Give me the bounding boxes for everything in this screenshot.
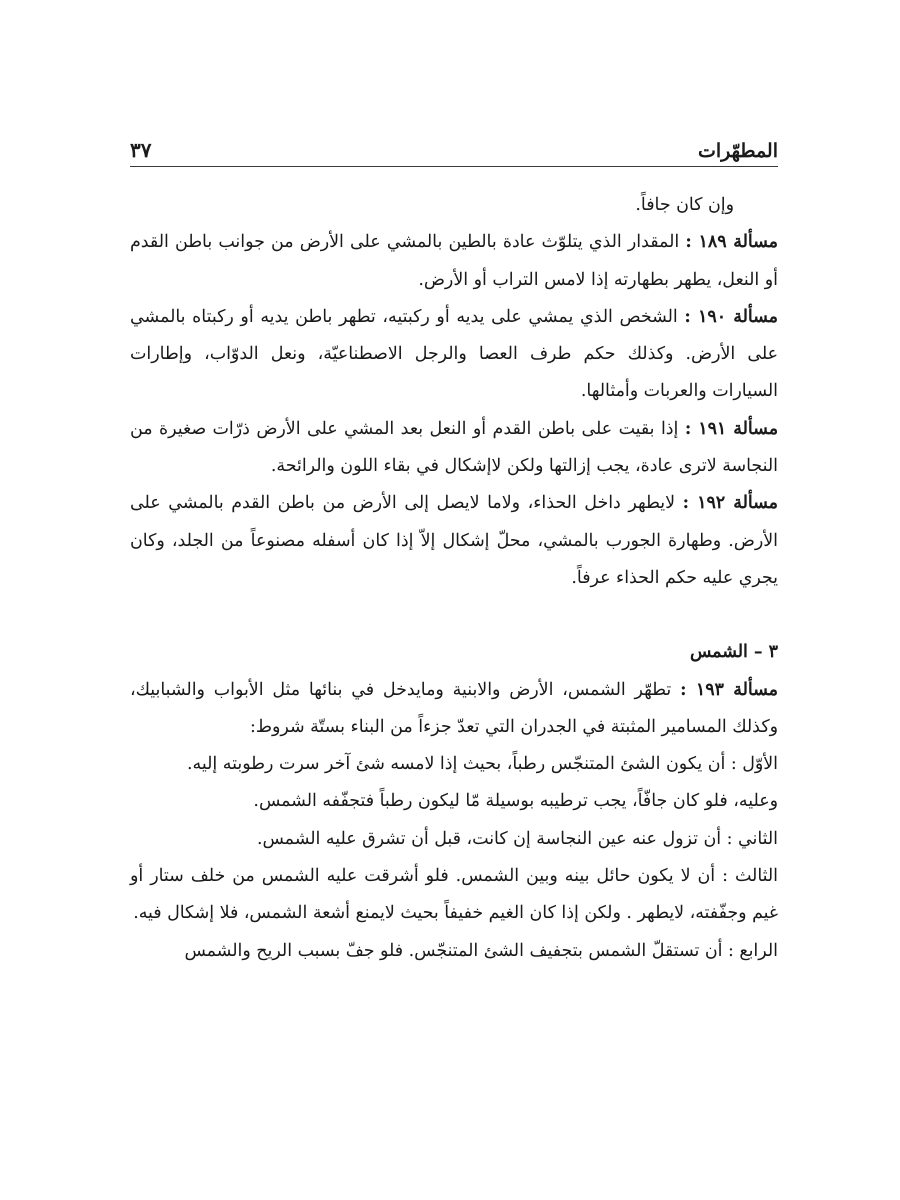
issue-paragraph-192 <box>130 485 778 597</box>
issue-text: الشخص الذي يمشي على يديه أو ركبتيه، تطهر باطن يديه أو ركبتاه بالمشي على الأرض. وكذلك حكم طرف العصا والرجل الاصطناعيّة، ونعل الدوّاب، وإطارات السيارات والعربات وأمثالها. <box>130 306 778 402</box>
page-number: ٣٧ <box>130 138 152 162</box>
continuation-paragraph: وإن كان جافاً. <box>635 195 734 215</box>
section-spacer <box>130 597 778 634</box>
body-text <box>130 187 778 970</box>
issue-number: مسألة ١٩١ : <box>684 418 779 439</box>
issue-paragraph-191 <box>130 411 778 486</box>
issue-text: لايطهر داخل الحذاء، ولاما لايصل إلى الأرض من باطن القدم بالمشي على الأرض. وطهارة الجورب بالمشي، محلّ إشكال إلاّ إذا كان أسفله مصنوعاً من الجلد، وكان يجري عليه حكم الحذاء عرفاً. <box>130 493 778 588</box>
condition-second: الثاني : أن تزول عنه عين النجاسة إن كانت، قبل أن تشرق عليه الشمس. <box>256 828 778 849</box>
issue-paragraph-190 <box>130 299 778 411</box>
issue-text: تطهّر الشمس، الأرض والابنية ومايدخل في بنائها مثل الأبواب والشبابيك، وكذلك المسامير المثبتة في الجدران التي تعدّ جزءاً من البناء بستّة شروط: <box>130 679 778 737</box>
issue-number: مسألة ١٩٠ : <box>684 306 778 327</box>
issue-text: المقدار الذي يتلوّث عادة بالطين بالمشي على الأرض من جوانب باطن القدم أو النعل، يطهر بطهارته إذا لامس التراب أو الأرض. <box>130 232 778 290</box>
chapter-title: المطهّرات <box>697 140 778 162</box>
running-header <box>130 136 778 167</box>
issue-number: مسألة ١٩٢ : <box>682 493 778 514</box>
issue-paragraph-189 <box>130 224 778 299</box>
section-heading: ٣ – الشمس <box>689 642 778 663</box>
condition-first-note: وعليه، فلو كان جافّاً، يجب ترطيبه بوسيلة مّا ليكون رطباً فتجفّفه الشمس. <box>253 791 778 812</box>
issue-number: مسألة ١٩٣ : <box>680 679 779 700</box>
issue-paragraph-193 <box>130 672 778 747</box>
condition-third: الثالث : أن لا يكون حائل بينه وبين الشمس. فلو أشرقت عليه الشمس من خلف ستار أو غيم وجفّفته، لايطهر . ولكن إذا كان الغيم خفيفاً بحيث لايمنع أشعة الشمس، فلا إشكال فيه. <box>130 866 778 924</box>
condition-fourth: الرابع : أن تستقلّ الشمس بتجفيف الشئ المتنجّس. فلو جفّ بسبب الريح والشمس <box>184 940 778 961</box>
issue-number: مسألة ١٨٩ : <box>685 232 778 253</box>
condition-first: الأوّل : أن يكون الشئ المتنجّس رطباً، بحيث إذا لامسه شئ آخر سرت رطوبته إليه. <box>187 754 778 775</box>
issue-text: إذا بقيت على باطن القدم أو النعل بعد المشي على الأرض ذرّات صغيرة من النجاسة لاترى عادة، يجب إزالتها ولكن لاإشكال في بقاء اللون والرائحة. <box>130 418 778 477</box>
